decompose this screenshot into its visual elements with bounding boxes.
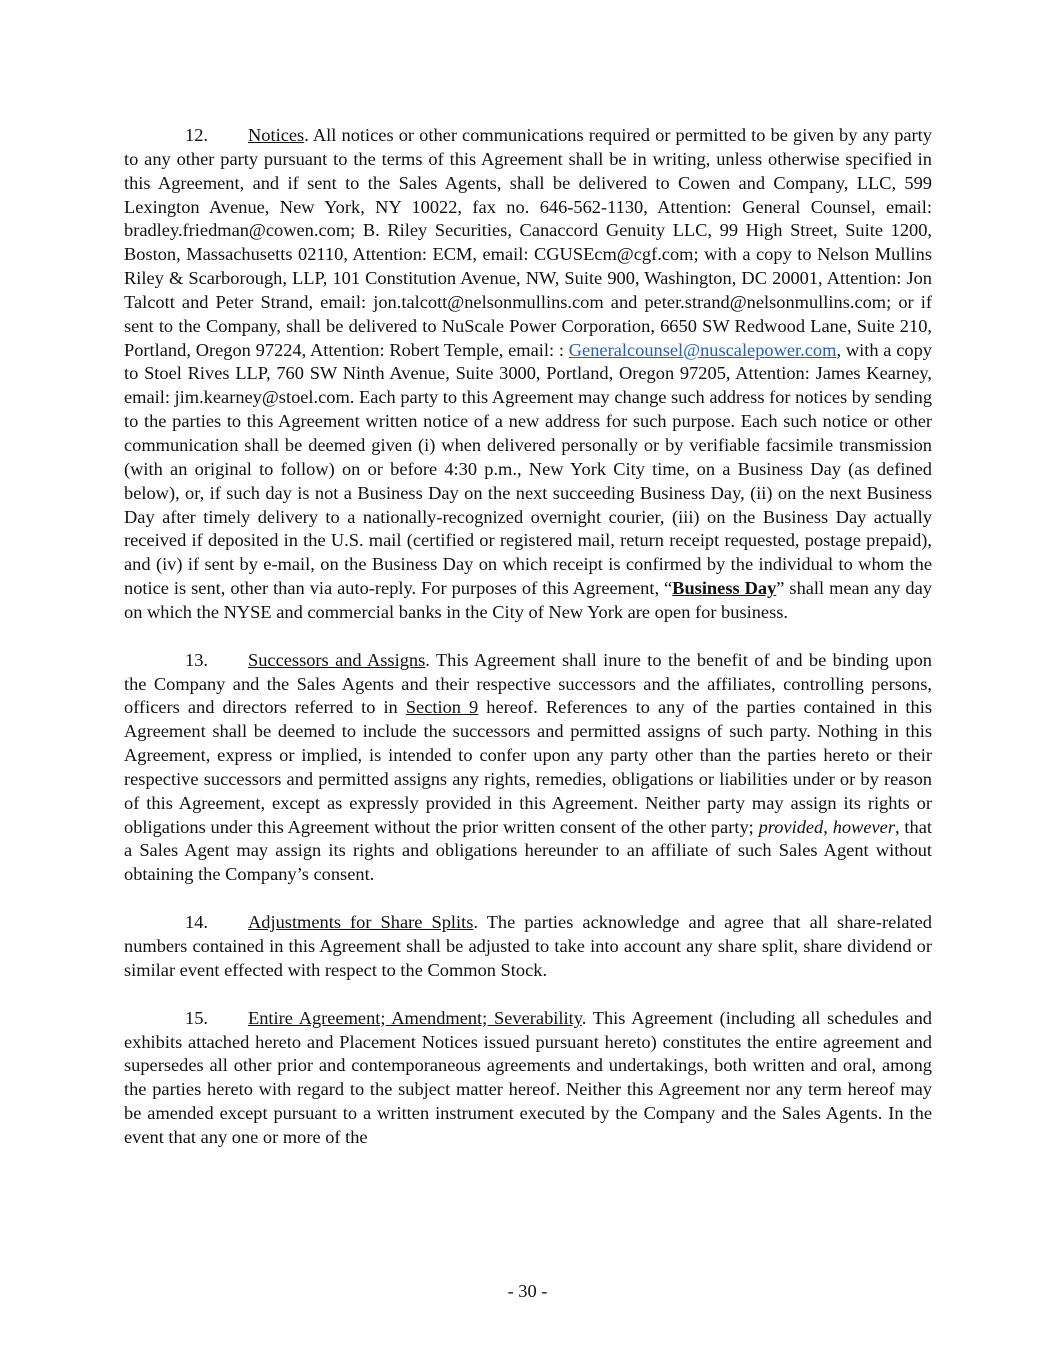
defined-term: Business Day (672, 578, 777, 599)
page-number: - 30 - (507, 1281, 548, 1301)
section-reference: Section 9 (405, 697, 479, 718)
section-text: . The parties acknowledge and agree that all share-related numbers contained in this Agreement shall be adjusted to take into account any share split, share dividend or similar event effected with respect to the Common Stock. (124, 912, 932, 980)
section-heading: Successors and Assigns (248, 649, 426, 670)
section-14-share-splits (124, 911, 932, 983)
section-text: ” shall mean any day on which the NYSE and commercial banks in the City of New York are open for business. (124, 578, 932, 622)
section-number: 14. (185, 912, 208, 933)
section-text: , (823, 816, 833, 837)
section-number: 12. (185, 125, 208, 145)
section-number: 15. (185, 1007, 208, 1028)
section-heading: Adjustments for Share Splits (248, 912, 474, 933)
document-page (124, 124, 932, 1174)
section-13-successors (124, 649, 932, 887)
section-heading: Entire Agreement; Amendment; Severability (248, 1007, 582, 1028)
section-15-entire-agreement (124, 1007, 932, 1150)
section-text: , that a Sales Agent may assign its rights and obligations hereunder to an affiliate of such Sales Agent without obtaining the Company’s consent. (124, 816, 932, 885)
italic-term: however (832, 816, 895, 837)
email-link[interactable]: Generalcounsel@nuscalepower.com (568, 339, 837, 360)
section-12-notices (124, 124, 932, 625)
section-text: , with a copy to Stoel Rives LLP, 760 SW Ninth Avenue, Suite 3000, Portland, Oregon 97205, Attention: James Kearney, email: jim.kearney@stoel.com. Each party to this Agreement may change such address for notices by sending to the parties to this Agreement written notice of a new address for such purpose. Each such notice or other communication shall be deemed given (i) when delivered personally or by verifiable facsimile transmission (with an original to follow) on or before 4:30 p.m., New York City time, on a Business Day (as defined below), or, if such day is not a Business Day on the next succeeding Business Day, (ii) on the next Business Day after timely delivery to a nationally-recognized overnight courier, (iii) on the Business Day actually received if deposited in the U.S. mail (certified or registered mail, return receipt requested, postage prepaid), and (iv) if sent by e-mail, on the Business Day on which receipt is confirmed by the individual to whom the notice is sent, other than via auto-reply. For purposes of this Agreement, “ (124, 339, 933, 599)
section-text: . This Agreement (including all schedules and exhibits attached hereto and Placement Notices issued pursuant hereto) constitutes the entire agreement and supersedes all other prior and contemporaneous agreements and undertakings, both written and oral, among the parties hereto with regard to the subject matter hereof. Neither this Agreement nor any term hereof may be amended except pursuant to a written instrument executed by the Company and the Sales Agents. In the event that any one or more of the (124, 1007, 932, 1147)
section-number: 13. (185, 649, 208, 670)
italic-term: provided (758, 816, 824, 837)
section-text: hereof. References to any of the parties contained in this Agreement shall be deemed to include the successors and permitted assigns of such party. Nothing in this Agreement, express or implied, is intended to confer upon any party other than the parties hereto or their respective successors and permitted assigns any rights, remedies, obligations or liabilities under or by reason of this Agreement, except as expressly provided in this Agreement. Neither party may assign its rights or obligations under this Agreement without the prior written consent of the other party; (124, 697, 932, 837)
section-text: . This Agreement shall inure to the benefit of and be binding upon the Company and the Sales Agents and their respective successors and the affiliates, controlling persons, officers and directors referred to in (124, 649, 932, 718)
section-text: . All notices or other communications required or permitted to be given by any party to any other party pursuant to the terms of this Agreement shall be in writing, unless otherwise specified in this Agreement, and if sent to the Sales Agents, shall be delivered to Cowen and Company, LLC, 599 Lexington Avenue, New York, NY 10022, fax no. 646-562-1130, Attention: General Counsel, email: bradley.friedman@cowen.com; B. Riley Securities, Canaccord Genuity LLC, 99 High Street, Suite 1200, Boston, Massachusetts 02110, Attention: ECM, email: CGUSEcm@cgf.com; with a copy to Nelson Mullins Riley & Scarborough, LLP, 101 Constitution Avenue, NW, Suite 900, Washington, DC 20001, Attention: Jon Talcott and Peter Strand, email: jon.talcott@nelsonmullins.com and peter.strand@nelsonmullins.com; or if sent to the Company, shall be delivered to NuScale Power Corporation, 6650 SW Redwood Lane, Suite 210, Portland, Oregon 97224, Attention: Robert Temple, email: : (124, 125, 932, 360)
section-heading: Notices (248, 125, 305, 145)
